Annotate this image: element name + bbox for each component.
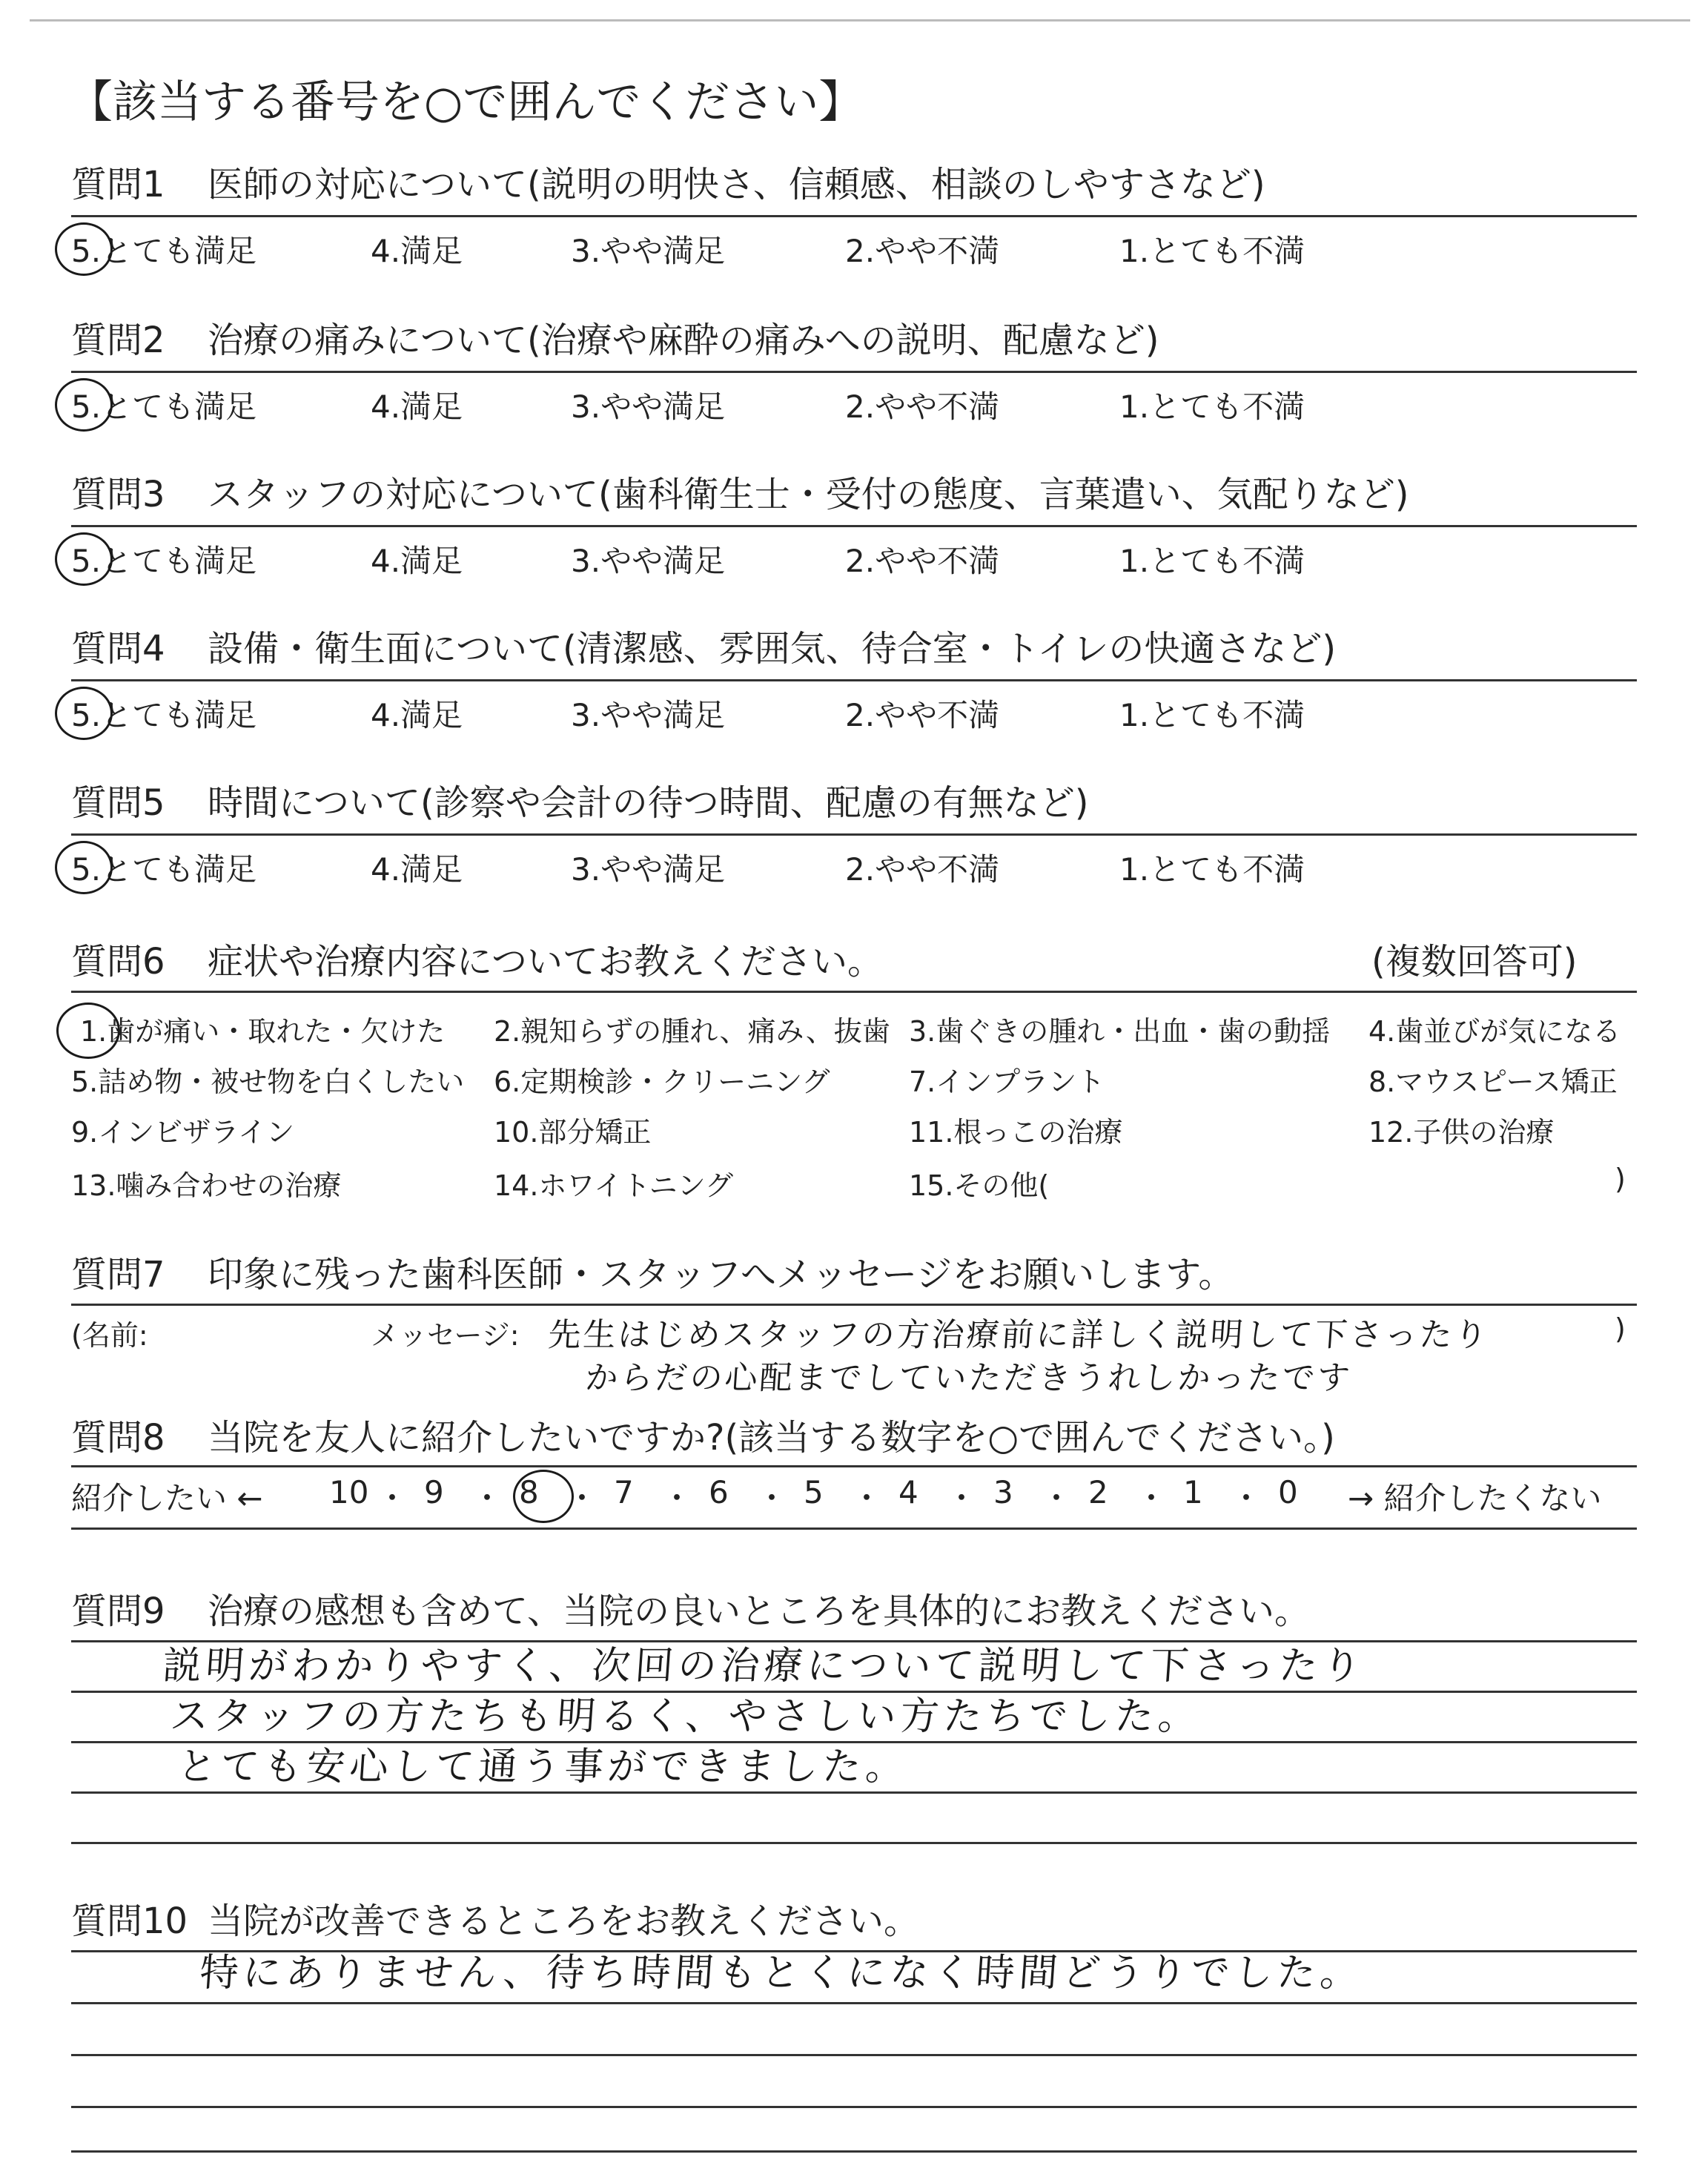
q8-label: 質問8 <box>71 1417 165 1459</box>
q5-option-4[interactable]: 4.満足 <box>371 851 463 888</box>
q8-scale-separator: ・ <box>756 1480 788 1516</box>
q2-option-3[interactable]: 3.やや満足 <box>571 389 726 425</box>
q1-option-1[interactable]: 1.とても不満 <box>1119 233 1305 269</box>
q7-name-label: (名前: <box>71 1319 148 1352</box>
q8-bottom-rule <box>71 1527 1637 1530</box>
q5-option-5[interactable]: 5.とても満足 <box>71 851 257 888</box>
q3-selected-circle[interactable] <box>55 532 113 586</box>
q4-option-5[interactable]: 5.とても満足 <box>71 697 257 733</box>
q8-scale-value-9[interactable]: 9 <box>424 1474 444 1510</box>
q10-rule-2 <box>71 2002 1637 2004</box>
q6-note: (複数回答可) <box>1371 941 1578 982</box>
q6-text: 症状や治療内容についてお教えください。 <box>208 941 884 982</box>
q6-other-close: ) <box>1615 1163 1626 1195</box>
q3-rule <box>71 525 1637 527</box>
q7-handwriting-line-1: 先生はじめスタッフの方治療前に詳しく説明して下さったり <box>546 1316 1491 1354</box>
q6-option-4[interactable]: 4.歯並びが気になる <box>1368 1015 1621 1048</box>
q10-handwriting-line-1: 特にありません、待ち時間もとくになく時間どうりでした。 <box>198 1951 1365 1995</box>
q8-scale-value-0[interactable]: 0 <box>1278 1474 1298 1510</box>
q8-scale-value-4[interactable]: 4 <box>898 1474 918 1510</box>
q10-rule-3 <box>71 2054 1637 2056</box>
q7-rule <box>71 1304 1637 1306</box>
q1-option-4[interactable]: 4.満足 <box>371 233 463 269</box>
q8-scale-separator: ・ <box>1041 1480 1073 1516</box>
q3-label: 質問3 <box>71 474 165 515</box>
q4-option-1[interactable]: 1.とても不満 <box>1119 697 1305 733</box>
q5-rule <box>71 833 1637 836</box>
q2-option-2[interactable]: 2.やや不満 <box>845 389 1000 425</box>
q6-option-8[interactable]: 8.マウスピース矯正 <box>1368 1066 1618 1098</box>
q6-option-14[interactable]: 14.ホワイトニング <box>494 1169 734 1202</box>
q5-selected-circle[interactable] <box>55 841 113 894</box>
q8-selected-circle[interactable] <box>513 1470 574 1523</box>
q3-option-2[interactable]: 2.やや不満 <box>845 543 1000 579</box>
q6-rule <box>71 991 1637 993</box>
q7-close-paren: ) <box>1615 1312 1626 1345</box>
q3-option-1[interactable]: 1.とても不満 <box>1119 543 1305 579</box>
q6-option-1[interactable]: 1.歯が痛い・取れた・欠けた <box>80 1015 446 1048</box>
q9-rule-4 <box>71 1791 1637 1794</box>
q8-scale-separator: ・ <box>661 1480 693 1516</box>
q4-selected-circle[interactable] <box>55 687 113 740</box>
q4-option-2[interactable]: 2.やや不満 <box>845 697 1000 733</box>
q6-option-9[interactable]: 9.インビザライン <box>71 1116 295 1149</box>
q1-selected-circle[interactable] <box>55 222 113 276</box>
q5-option-1[interactable]: 1.とても不満 <box>1119 851 1305 888</box>
q5-text: 時間について(診察や会計の待つ時間、配慮の有無など) <box>208 782 1089 824</box>
q8-scale-separator: ・ <box>471 1480 503 1516</box>
q8-scale-value-6[interactable]: 6 <box>709 1474 729 1510</box>
q8-scale-separator: ・ <box>377 1480 408 1516</box>
q8-scale-value-10[interactable]: 10 <box>329 1474 369 1510</box>
q1-option-3[interactable]: 3.やや満足 <box>571 233 726 269</box>
q4-text: 設備・衛生面について(清潔感、雰囲気、待合室・トイレの快適さなど) <box>208 628 1337 670</box>
q2-option-4[interactable]: 4.満足 <box>371 389 463 425</box>
q7-message-label: メッセージ: <box>371 1319 520 1352</box>
q4-rule <box>71 679 1637 681</box>
q2-text: 治療の痛みについて(治療や麻酔の痛みへの説明、配慮など) <box>208 320 1159 361</box>
q8-scale-separator: ・ <box>1136 1480 1168 1516</box>
q6-label: 質問6 <box>71 941 165 982</box>
q1-option-5[interactable]: 5.とても満足 <box>71 233 257 269</box>
q2-rule <box>71 371 1637 373</box>
q5-label: 質問5 <box>71 782 165 824</box>
q6-option-11[interactable]: 11.根っこの治療 <box>909 1116 1123 1149</box>
q9-handwriting-line-3: とても安心して通う事ができました。 <box>176 1745 910 1789</box>
q3-text: スタッフの対応について(歯科衛生士・受付の態度、言葉遣い、気配りなど) <box>208 474 1409 515</box>
q8-scale-separator: ・ <box>566 1480 598 1516</box>
q10-rule-4 <box>71 2106 1637 2108</box>
q6-option-5[interactable]: 5.詰め物・被せ物を白くしたい <box>71 1066 465 1098</box>
q9-text: 治療の感想も含めて、当院の良いところを具体的にお教えください。 <box>208 1591 1311 1632</box>
q7-text: 印象に残った歯科医師・スタッフへメッセージをお願いします。 <box>208 1254 1234 1295</box>
q6-option-2[interactable]: 2.親知らずの腫れ、痛み、抜歯 <box>494 1015 890 1048</box>
q10-rule-5 <box>71 2150 1637 2153</box>
q8-scale-value-8[interactable]: 8 <box>519 1474 539 1510</box>
q9-rule-5 <box>71 1842 1637 1844</box>
q6-option-13[interactable]: 13.噛み合わせの治療 <box>71 1169 342 1202</box>
q5-option-3[interactable]: 3.やや満足 <box>571 851 726 888</box>
q8-scale-value-1[interactable]: 1 <box>1183 1474 1203 1510</box>
q2-option-5[interactable]: 5.とても満足 <box>71 389 257 425</box>
q1-text: 医師の対応について(説明の明快さ、信頼感、相談のしやすさなど) <box>208 164 1265 205</box>
q6-option-15[interactable]: 15.その他( <box>909 1169 1050 1202</box>
q9-handwriting-line-1: 説明がわかりやすく、次回の治療について説明して下さったり <box>161 1644 1367 1688</box>
q7-handwriting-line-2: からだの心配までしていただきうれしかったです <box>583 1359 1354 1397</box>
q1-label: 質問1 <box>71 164 165 205</box>
q3-option-5[interactable]: 5.とても満足 <box>71 543 257 579</box>
q8-scale-value-2[interactable]: 2 <box>1088 1474 1108 1510</box>
q3-option-4[interactable]: 4.満足 <box>371 543 463 579</box>
top-border-line <box>30 19 1690 22</box>
q1-option-2[interactable]: 2.やや不満 <box>845 233 1000 269</box>
q8-right-label: → 紹介したくない <box>1348 1480 1602 1516</box>
q10-text: 当院が改善できるところをお教えください。 <box>208 1900 920 1942</box>
q6-option-12[interactable]: 12.子供の治療 <box>1368 1116 1555 1149</box>
q7-label: 質問7 <box>71 1254 165 1295</box>
q4-label: 質問4 <box>71 628 165 670</box>
q2-selected-circle[interactable] <box>55 378 113 432</box>
q2-option-1[interactable]: 1.とても不満 <box>1119 389 1305 425</box>
q6-selected-circle[interactable] <box>56 1003 120 1059</box>
q4-option-4[interactable]: 4.満足 <box>371 697 463 733</box>
q8-scale-separator: ・ <box>851 1480 883 1516</box>
q8-scale-value-5[interactable]: 5 <box>804 1474 824 1510</box>
q6-option-10[interactable]: 10.部分矯正 <box>494 1116 652 1149</box>
q8-scale-separator: ・ <box>1231 1480 1262 1516</box>
q2-label: 質問2 <box>71 320 165 361</box>
q8-scale-separator: ・ <box>946 1480 978 1516</box>
q8-scale-value-3[interactable]: 3 <box>993 1474 1013 1510</box>
q3-option-3[interactable]: 3.やや満足 <box>571 543 726 579</box>
q8-scale-value-7[interactable]: 7 <box>614 1474 634 1510</box>
q9-handwriting-line-2: スタッフの方たちも明るく、やさしい方たちでした。 <box>168 1694 1203 1739</box>
q10-label: 質問10 <box>71 1900 188 1942</box>
instruction-header: 【該当する番号を○で囲んでください】 <box>68 76 864 128</box>
q6-option-6[interactable]: 6.定期検診・クリーニング <box>494 1066 830 1098</box>
q5-option-2[interactable]: 2.やや不満 <box>845 851 1000 888</box>
q8-text: 当院を友人に紹介したいですか?(該当する数字を○で囲んでください。) <box>208 1417 1335 1459</box>
q6-option-7[interactable]: 7.インプラント <box>909 1066 1105 1098</box>
q8-rule <box>71 1465 1637 1467</box>
q6-option-3[interactable]: 3.歯ぐきの腫れ・出血・歯の動揺 <box>909 1015 1331 1048</box>
q1-rule <box>71 215 1637 217</box>
q9-label: 質問9 <box>71 1591 165 1632</box>
q4-option-3[interactable]: 3.やや満足 <box>571 697 726 733</box>
q8-left-label: 紹介したい ← <box>71 1480 263 1516</box>
